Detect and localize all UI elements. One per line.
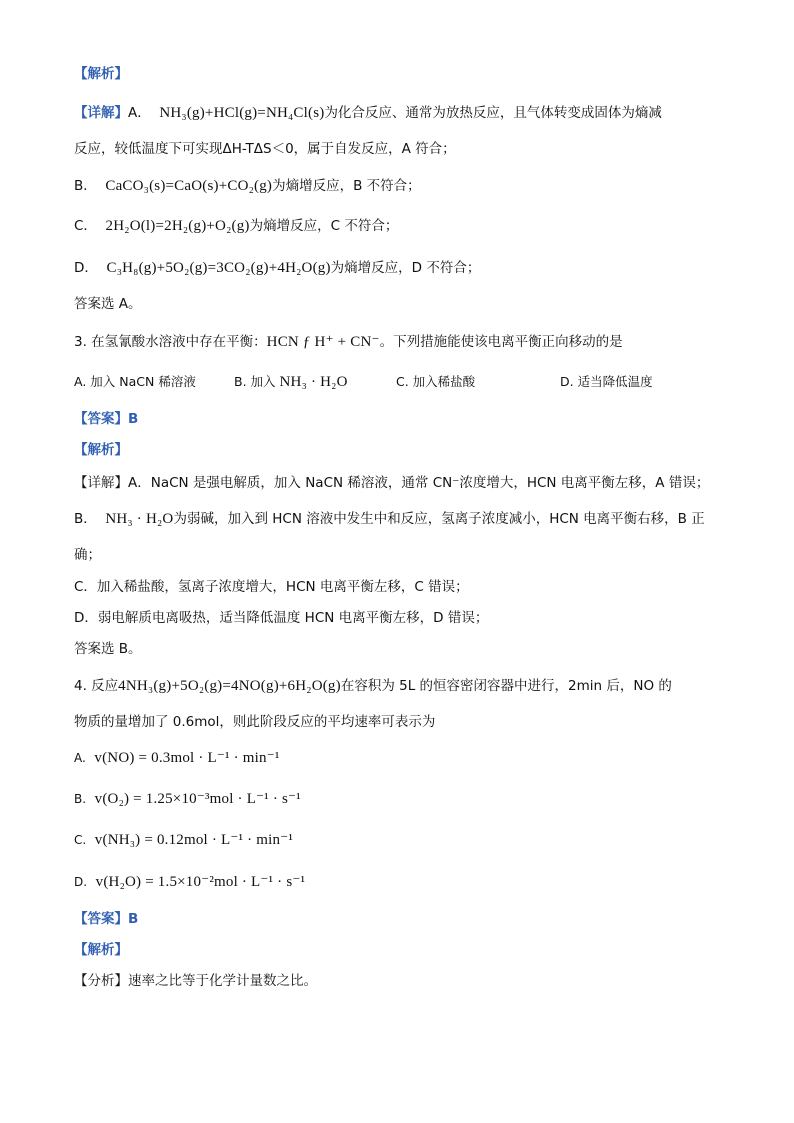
equation: C₃H₈(g)+5O₂(g)=3CO₂(g)+4H₂O(g) [106,260,331,276]
q4-analysis-header: 【解析】 [74,942,128,958]
q2-detail-D: D． C₃H₈(g)+5O₂(g)=3CO₂(g)+4H₂O(g)为熵增反应，D 不符合； [74,260,481,276]
q3-answer: 【答案】B [74,411,139,427]
q3-option-A: A. 加入 NaCN 稀溶液 [74,374,196,389]
q3-option-D: D. 适当降低温度 [560,374,653,389]
q4-option-A: A. v(NO) = 0.3mol · L⁻¹ · min⁻¹ [74,750,280,766]
q2-detail-A-cont: 反应，较低温度下可实现ΔH-TΔS＜0，属于自发反应，A 符合； [74,141,456,157]
q3-detail-A: 【详解】A．NaCN 是强电解质，加入 NaCN 稀溶液，通常 CN⁻浓度增大，HCN 电离平衡左移，A 错误； [74,475,710,491]
equation: v(H₂O) = 1.5×10⁻²mol · L⁻¹ · s⁻¹ [95,874,306,890]
equation: v(O₂) = 1.25×10⁻³mol · L⁻¹ · s⁻¹ [94,791,301,807]
q4-stem: 4. 反应4NH₃(g)+5O₂(g)=4NO(g)+6H₂O(g)在容积为 5L 的恒容密闭容器中进行，2min 后，NO 的 [74,678,672,694]
q3-stem: 3. 在氢氰酸水溶液中存在平衡：HCN ƒ H⁺ + CN⁻。下列措施能使该电离平衡正向移动的是 [74,334,623,350]
equation: v(NO) = 0.3mol · L⁻¹ · min⁻¹ [94,750,280,766]
q4-option-B: B. v(O₂) = 1.25×10⁻³mol · L⁻¹ · s⁻¹ [74,791,301,807]
q3-conclusion: 答案选 B。 [74,641,142,657]
equation: NH₃ · H₂O [279,374,348,390]
q2-detail-C: C． 2H₂O(l)=2H₂(g)+O₂(g)为熵增反应，C 不符合； [74,218,399,234]
equation: 4NH₃(g)+5O₂(g)=4NO(g)+6H₂O(g) [118,678,341,694]
q3-option-B: B. 加入 NH₃ · H₂O [234,374,348,390]
equation: v(NH₃) = 0.12mol · L⁻¹ · min⁻¹ [94,832,294,848]
q4-answer: 【答案】B [74,911,139,927]
q2-detail-B: B． CaCO₃(s)=CaO(s)+CO₂(g)为熵增反应，B 不符合； [74,178,421,194]
equation: HCN ƒ H⁺ + CN⁻ [266,334,380,350]
q4-stem-cont: 物质的量增加了 0.6mol，则此阶段反应的平均速率可表示为 [74,714,436,730]
equation: CaCO₃(s)=CaO(s)+CO₂(g) [105,178,273,194]
q3-detail-B: B． NH₃ · H₂O为弱碱，加入到 HCN 溶液中发生中和反应，氢离子浓度减小，HCN 电离平衡右移，B 正 [74,511,705,527]
q4-fenxi: 【分析】速率之比等于化学计量数之比。 [74,973,317,989]
q3-analysis-header: 【解析】 [74,442,128,458]
q3-option-C: C. 加入稀盐酸 [396,374,476,389]
equation: NH₃(g)+HCl(g)=NH₄Cl(s) [159,105,325,121]
analysis-header: 【解析】 [74,66,128,82]
q4-option-C: C. v(NH₃) = 0.12mol · L⁻¹ · min⁻¹ [74,832,294,848]
q2-detail-A: 【详解】A． NH₃(g)+HCl(g)=NH₄Cl(s)为化合反应、通常为放热反应，且气体转变成固体为熵减 [74,105,662,121]
detail-label: 【详解】 [74,105,128,121]
equation: 2H₂O(l)=2H₂(g)+O₂(g) [105,218,250,234]
q4-option-D: D. v(H₂O) = 1.5×10⁻²mol · L⁻¹ · s⁻¹ [74,874,306,890]
q3-detail-C: C．加入稀盐酸，氢离子浓度增大，HCN 电离平衡左移，C 错误； [74,579,469,595]
equation: NH₃ · H₂O [105,511,174,527]
q3-detail-D: D．弱电解质电离吸热，适当降低温度 HCN 电离平衡左移，D 错误； [74,610,489,626]
q3-detail-B-cont: 确； [74,547,101,563]
q2-conclusion: 答案选 A。 [74,296,142,312]
